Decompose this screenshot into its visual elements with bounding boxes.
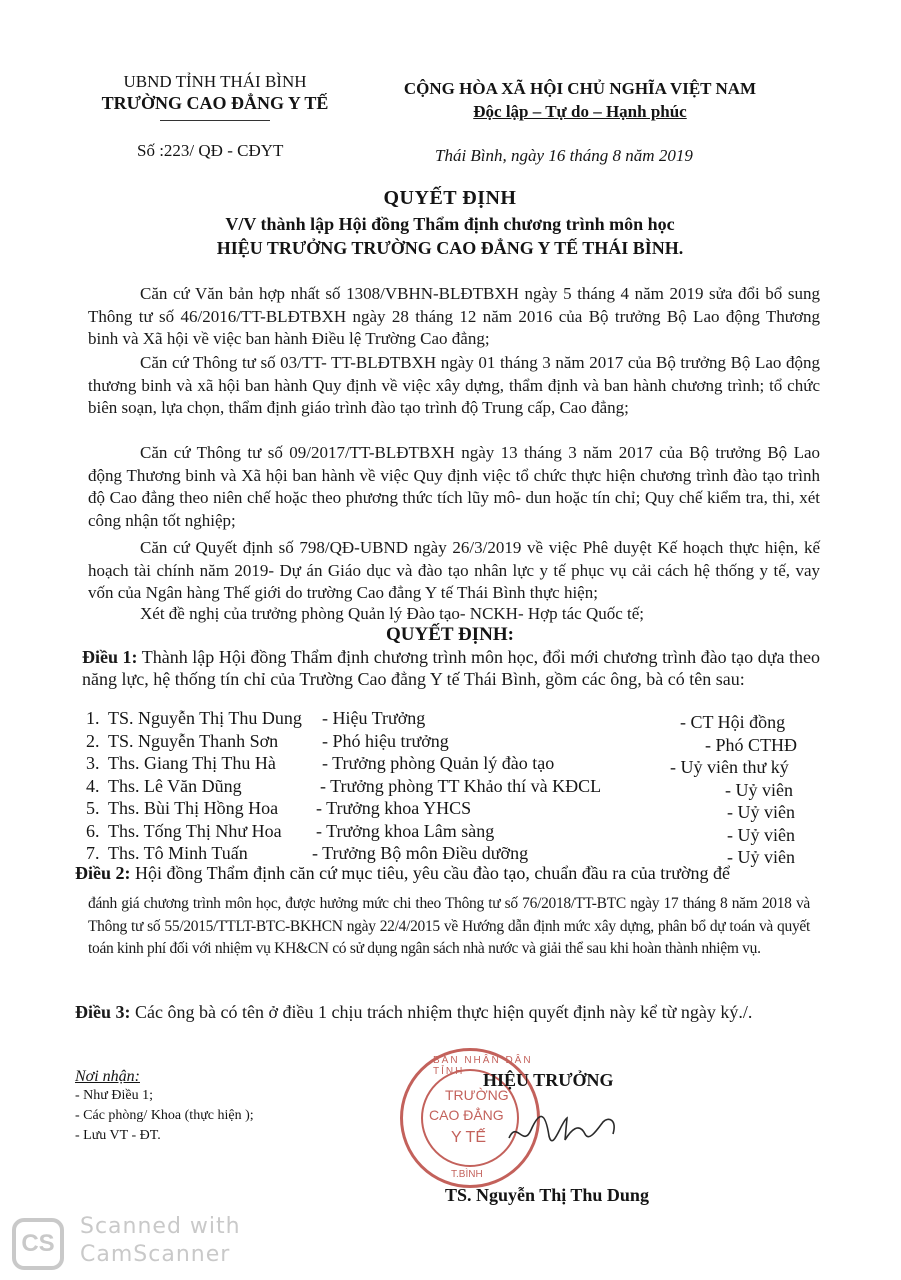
member-role: - Uỷ viên xyxy=(727,802,795,822)
member-name: Ths. Tô Minh Tuấn xyxy=(108,843,248,863)
watermark-line-1: Scanned with xyxy=(80,1214,241,1239)
preamble-paragraph: Căn cứ Thông tư số 03/TT- TT-BLĐTBXH ngày 01 tháng 3 năm 2017 của Bộ trưởng Bộ Lao động thương binh và xã hội ban hành Quy định về việc xây dựng, thẩm định và ban hành chương trình; tổ chức biên soạn, lựa chọn, thẩm định giáo trình đào tạo trình độ Trung cấp, Cao đẳng; xyxy=(88,353,820,417)
preamble-paragraph: Căn cứ Văn bản hợp nhất số 1308/VBHN-BLĐTBXH ngày 5 tháng 4 năm 2019 sửa đổi bổ sung Thông tư số 46/2016/TT-BLĐTBXH ngày 28 tháng 12 năm 2016 của Bộ trưởng Bộ Lao động Thương binh và Xã hội về việc ban hành Điều lệ Trường Cao đẳng; xyxy=(88,284,820,348)
seal-line-3: Y TẾ xyxy=(451,1129,486,1146)
member-number: 5. xyxy=(86,798,100,818)
school-name: TRƯỜNG CAO ĐẲNG Y TẾ xyxy=(101,93,329,113)
member-position: - Phó hiệu trưởng xyxy=(322,731,449,751)
recipient-item: - Lưu VT - ĐT. xyxy=(75,1128,161,1143)
member-position: - Hiệu Trưởng xyxy=(322,708,426,728)
member-position: - Trưởng khoa Lâm sàng xyxy=(316,821,495,841)
decision-heading: QUYẾT ĐỊNH: xyxy=(386,624,514,645)
preamble-paragraph: Căn cứ Quyết định số 798/QĐ-UBND ngày 26/3/2019 về việc Phê duyệt Kế hoạch thực hiện, kế hoạch tài chính năm 2019- Dự án Giáo dục và đào tạo nhân lực y tế phục vụ cải cách hệ thống y tế, vay vốn của Ngân hàng Thế giới do trường Cao đẳng Y tế Thái Bình thực hiện; xyxy=(88,538,820,602)
article-2-label: Điều 2: xyxy=(75,863,131,883)
seal-line-1: TRƯỜNG xyxy=(445,1087,509,1103)
member-name: Ths. Lê Văn Dũng xyxy=(108,776,242,796)
member-role: - Uỷ viên xyxy=(725,780,793,800)
article-3-label: Điều 3: xyxy=(75,1002,131,1022)
handwritten-signature xyxy=(505,1100,625,1160)
article-1-label: Điều 1: xyxy=(82,647,138,667)
member-name: TS. Nguyễn Thị Thu Dung xyxy=(108,708,302,728)
camscanner-logo: CS xyxy=(12,1218,64,1270)
seal-ring-text: BAN NHÂN DÂN TỈNH xyxy=(433,1055,533,1077)
member-position: - Trưởng khoa YHCS xyxy=(316,798,472,818)
issuing-authority: UBND TỈNH THÁI BÌNH xyxy=(123,72,307,91)
member-name: Ths. Bùi Thị Hồng Hoa xyxy=(108,798,279,818)
article-3 xyxy=(75,1000,810,1024)
article-2-first-line xyxy=(75,863,730,884)
article-1 xyxy=(82,646,820,690)
member-role: - CT Hội đồng xyxy=(680,712,786,732)
seal-bottom-text: T.BÌNH xyxy=(451,1169,483,1180)
place-and-date: Thái Bình, ngày 16 tháng 8 năm 2019 xyxy=(435,146,693,165)
recipients-heading: Nơi nhận: xyxy=(75,1068,140,1085)
recipient-item: - Các phòng/ Khoa (thực hiện ); xyxy=(75,1108,254,1123)
national-motto: Độc lập – Tự do – Hạnh phúc xyxy=(473,102,687,121)
member-role: - Uỷ viên thư ký xyxy=(670,757,789,777)
document-title: QUYẾT ĐỊNH xyxy=(383,187,517,209)
country-name: CỘNG HÒA XÃ HỘI CHỦ NGHĨA VIỆT NAM xyxy=(403,79,757,98)
member-position: - Trưởng Bộ môn Điều dưỡng xyxy=(312,843,529,863)
document-subject: V/V thành lập Hội đồng Thẩm định chương trình môn học xyxy=(225,214,675,234)
article-2-body: đánh giá chương trình môn học, được hưởng mức chi theo Thông tư số 76/2018/TT-BTC ngày 17 tháng 8 năm 2018 và Thông tư số 55/2015/TTLT-BTC-BKHCN ngày 22/4/2015 về Hướng dẫn định mức xây dựng, phân bổ dự toán và quyết toán kinh phí đối với nhiệm vụ KH&CN có sử dụng ngân sách nhà nước và giải thể sau khi hoàn thành nhiệm vụ. xyxy=(88,895,810,957)
member-name: Ths. Tống Thị Như Hoa xyxy=(108,821,282,841)
member-number: 7. xyxy=(86,843,100,863)
watermark-line-2: CamScanner xyxy=(80,1242,231,1267)
member-position: - Trưởng phòng TT Khảo thí và KĐCL xyxy=(320,776,602,796)
member-name: Ths. Giang Thị Thu Hà xyxy=(108,753,276,773)
member-position: - Trưởng phòng Quản lý đào tạo xyxy=(322,753,555,773)
member-role: - Phó CTHĐ xyxy=(705,735,798,755)
article-2-text: Hội đồng Thẩm định căn cứ mục tiêu, yêu cầu đào tạo, chuẩn đầu ra của trường để xyxy=(130,863,731,883)
member-number: 2. xyxy=(86,731,100,751)
signer-name: TS. Nguyễn Thị Thu Dung xyxy=(445,1185,649,1205)
member-number: 4. xyxy=(86,776,100,796)
header-underline-left xyxy=(160,120,270,121)
seal-line-2: CAO ĐẲNG xyxy=(429,1107,504,1123)
recipient-item: - Như Điều 1; xyxy=(75,1088,153,1103)
preamble-paragraph: Căn cứ Thông tư số 09/2017/TT-BLĐTBXH ngày 13 tháng 3 năm 2017 của Bộ trưởng Bộ Lao động Thương binh và Xã hội ban hành về việc Quy định việc tổ chức thực hiện chương trình đào tạo trình độ Cao đẳng theo niên chế hoặc theo phương thức tích lũy mô- dun hoặc tín chỉ; Quy chế kiểm tra, thi, xét công nhận tốt nghiệp; xyxy=(88,443,820,530)
document-number: Số :223/ QĐ - CĐYT xyxy=(137,141,284,160)
preamble-paragraph: Xét đề nghị của trưởng phòng Quản lý Đào tạo- NCKH- Hợp tác Quốc tế; xyxy=(140,604,645,623)
member-number: 6. xyxy=(86,821,100,841)
member-number: 1. xyxy=(86,708,100,728)
member-number: 3. xyxy=(86,753,100,773)
article-1-text: Thành lập Hội đồng Thẩm định chương trình môn học, đổi mới chương trình đào tạo dựa theo năng lực, hệ thống tín chỉ của Trường Cao đẳng Y tế Thái Bình, gồm các ông, bà có tên sau: xyxy=(82,647,820,689)
issuer-title: HIỆU TRƯỞNG TRƯỜNG CAO ĐẲNG Y TẾ THÁI BÌNH. xyxy=(216,238,684,258)
signature-title: HIỆU TRƯỞNG xyxy=(483,1070,614,1090)
member-role: - Uỷ viên xyxy=(727,847,795,867)
article-3-text: Các ông bà có tên ở điều 1 chịu trách nhiệm thực hiện quyết định này kể từ ngày ký./. xyxy=(130,1002,753,1022)
member-name: TS. Nguyễn Thanh Sơn xyxy=(108,731,279,751)
member-role: - Uỷ viên xyxy=(727,825,795,845)
